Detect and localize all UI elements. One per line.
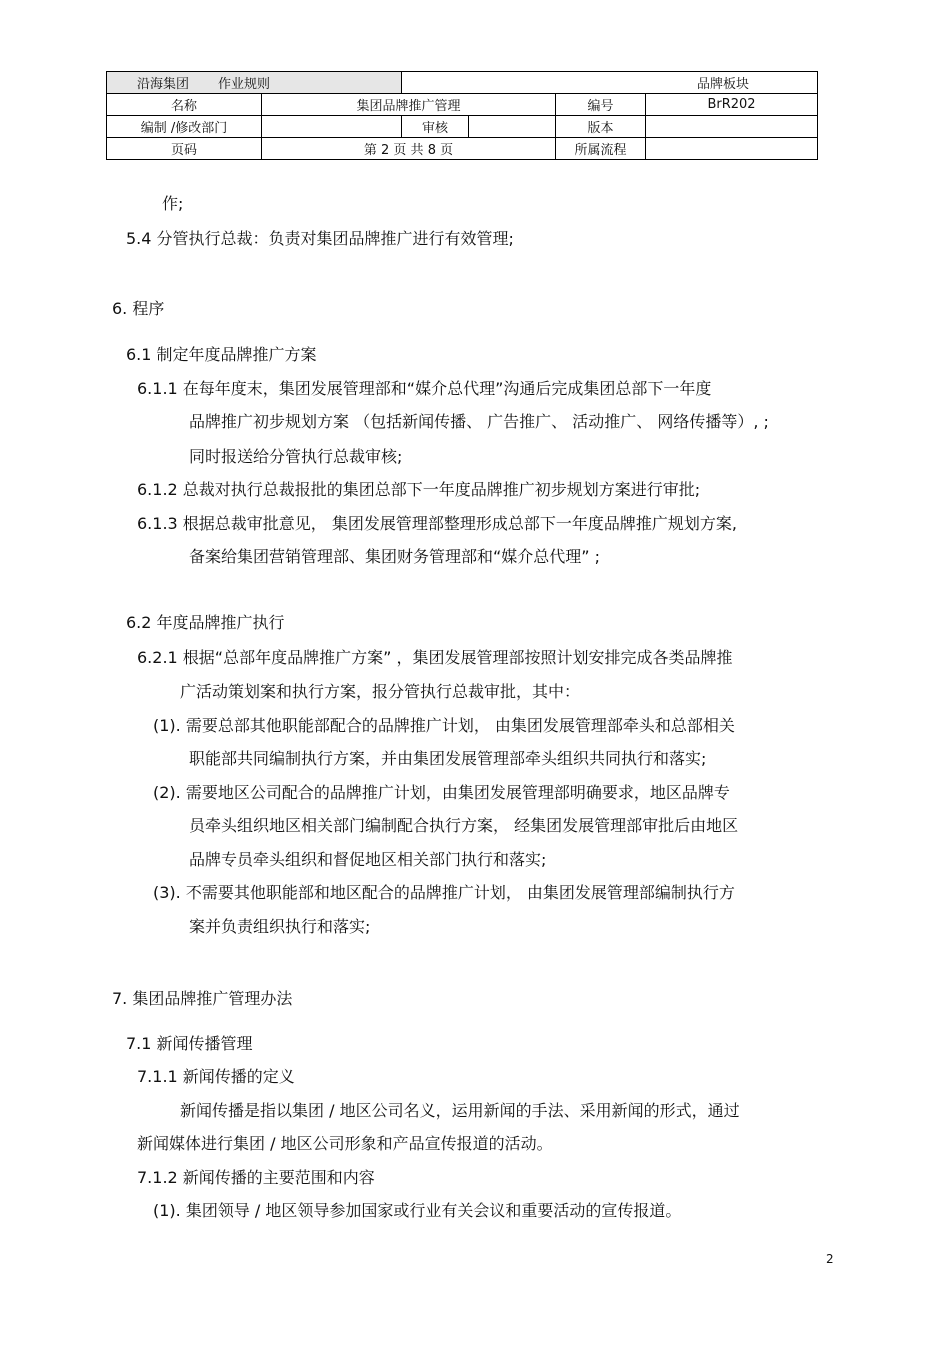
body-line: 5.4 分管执行总裁：负责对集团品牌推广进行有效管理; bbox=[126, 229, 514, 248]
list-item-continuation: 员牵头组织地区相关部门编制配合执行方案， 经集团发展管理部审批后由地区 bbox=[189, 816, 739, 835]
list-item-continuation: 案并负责组织执行和落实; bbox=[189, 917, 371, 936]
header-process-value bbox=[646, 138, 818, 160]
header-company-cell bbox=[107, 72, 402, 94]
body-line: 7.1.2 新闻传播的主要范围和内容 bbox=[137, 1168, 375, 1187]
header-plate: 品牌板块 bbox=[402, 72, 818, 94]
body-line: 7.1.1 新闻传播的定义 bbox=[137, 1067, 295, 1086]
section-heading: 6. 程序 bbox=[112, 299, 165, 318]
header-code-value: BrR202 bbox=[646, 94, 818, 116]
header-name-label: 名称 bbox=[107, 94, 262, 116]
body-line: 新闻媒体进行集团 / 地区公司形象和产品宣传报道的活动。 bbox=[137, 1134, 553, 1153]
body-line: 6.1.1 在每年度末，集团发展管理部和“媒介总代理”沟通后完成集团总部下一年度 bbox=[137, 379, 712, 398]
body-line: 品牌推广初步规划方案 （包括新闻传播、 广告推广、 活动推广、 网络传播等）, ; bbox=[189, 412, 769, 431]
header-version-value bbox=[646, 116, 818, 138]
header-doc-type: 作业规则 bbox=[217, 77, 270, 92]
list-item-continuation: 职能部共同编制执行方案，并由集团发展管理部牵头组织共同执行和落实; bbox=[189, 749, 707, 768]
body-line: 6.2.1 根据“总部年度品牌推广方案” ，集团发展管理部按照计划安排完成各类品牌推 bbox=[137, 648, 733, 667]
body-line: 作; bbox=[162, 194, 184, 213]
header-review-label: 审核 bbox=[402, 116, 469, 138]
header-page-value: 第 2 页 共 8 页 bbox=[262, 138, 556, 160]
subsection-heading: 7.1 新闻传播管理 bbox=[126, 1034, 253, 1053]
list-item: (1). 集团领导 / 地区领导参加国家或行业有关会议和重要活动的宣传报道。 bbox=[153, 1201, 682, 1220]
list-item-continuation: 品牌专员牵头组织和督促地区相关部门执行和落实; bbox=[189, 850, 547, 869]
section-heading: 7. 集团品牌推广管理办法 bbox=[112, 989, 293, 1008]
page-number: 2 bbox=[826, 1252, 834, 1266]
header-review-value bbox=[469, 116, 556, 138]
header-company: 沿海集团 bbox=[137, 77, 190, 92]
body-line: 备案给集团营销管理部、集团财务管理部和“媒介总代理” ; bbox=[189, 547, 601, 566]
body-line: 6.1.3 根据总裁审批意见， 集团发展管理部整理形成总部下一年度品牌推广规划方案, bbox=[137, 514, 737, 533]
header-dept-value bbox=[262, 116, 402, 138]
list-item: (3). 不需要其他职能部和地区配合的品牌推广计划， 由集团发展管理部编制执行方 bbox=[153, 883, 735, 902]
list-item: (2). 需要地区公司配合的品牌推广计划，由集团发展管理部明确要求，地区品牌专 bbox=[153, 783, 730, 802]
document-header-table bbox=[106, 71, 818, 160]
header-process-label: 所属流程 bbox=[556, 138, 646, 160]
body-line: 同时报送给分管执行总裁审核; bbox=[189, 447, 403, 466]
body-line: 6.1.2 总裁对执行总裁报批的集团总部下一年度品牌推广初步规划方案进行审批; bbox=[137, 480, 701, 499]
list-item: (1). 需要总部其他职能部配合的品牌推广计划， 由集团发展管理部牵头和总部相关 bbox=[153, 716, 735, 735]
header-name-value: 集团品牌推广管理 bbox=[262, 94, 556, 116]
header-code-label: 编号 bbox=[556, 94, 646, 116]
header-dept-label: 编制 /修改部门 bbox=[107, 116, 262, 138]
subsection-heading: 6.2 年度品牌推广执行 bbox=[126, 613, 285, 632]
header-version-label: 版本 bbox=[556, 116, 646, 138]
header-page-label: 页码 bbox=[107, 138, 262, 160]
body-line: 广活动策划案和执行方案，报分管执行总裁审批，其中： bbox=[180, 682, 581, 701]
subsection-heading: 6.1 制定年度品牌推广方案 bbox=[126, 345, 317, 364]
body-line: 新闻传播是指以集团 / 地区公司名义，运用新闻的手法、采用新闻的形式，通过 bbox=[180, 1101, 740, 1120]
